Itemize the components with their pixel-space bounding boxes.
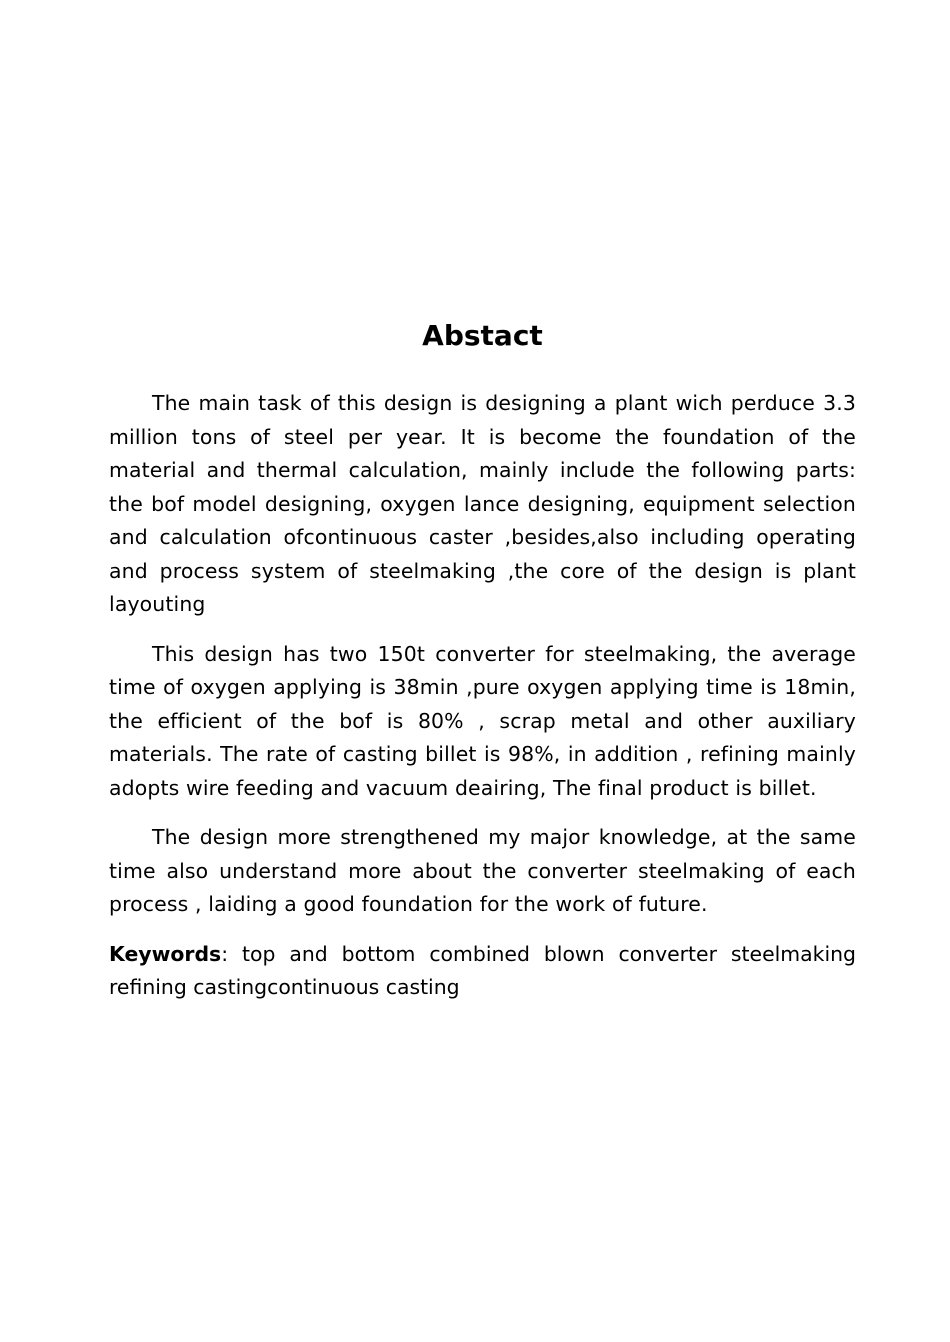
abstract-paragraph-2: This design has two 150t converter for steelmaking, the average time of oxygen applying is 38min ,pure oxygen applying time is 18min, the efficient of the bof is 80% , scrap metal and other auxiliary materials. The rate of casting billet is 98%, in addition , refining mainly adopts wire feeding and vacuum deairing, The final product is billet. xyxy=(109,641,856,800)
abstract-section xyxy=(109,316,856,1005)
keywords-text: : top and bottom combined blown converter steelmaking refining castingcontinuous casting xyxy=(109,941,856,999)
abstract-paragraph-1: The main task of this design is designing a plant wich perduce 3.3 million tons of steel per year. It is become the foundation of the material and thermal calculation, mainly include the following parts: the bof model designing, oxygen lance designing, equipment selection and calculation ofcontinuous caster ,besides,also including operating and process system of steelmaking ,the core of the design is plant layouting xyxy=(109,391,856,616)
abstract-title: Abstact xyxy=(422,319,543,352)
abstract-paragraph-3: The design more strengthened my major knowledge, at the same time also understand more about the converter steelmaking of each process , laiding a good foundation for the work of future. xyxy=(109,825,856,916)
keywords-label: Keywords xyxy=(109,941,222,966)
keywords-line xyxy=(109,938,856,1005)
